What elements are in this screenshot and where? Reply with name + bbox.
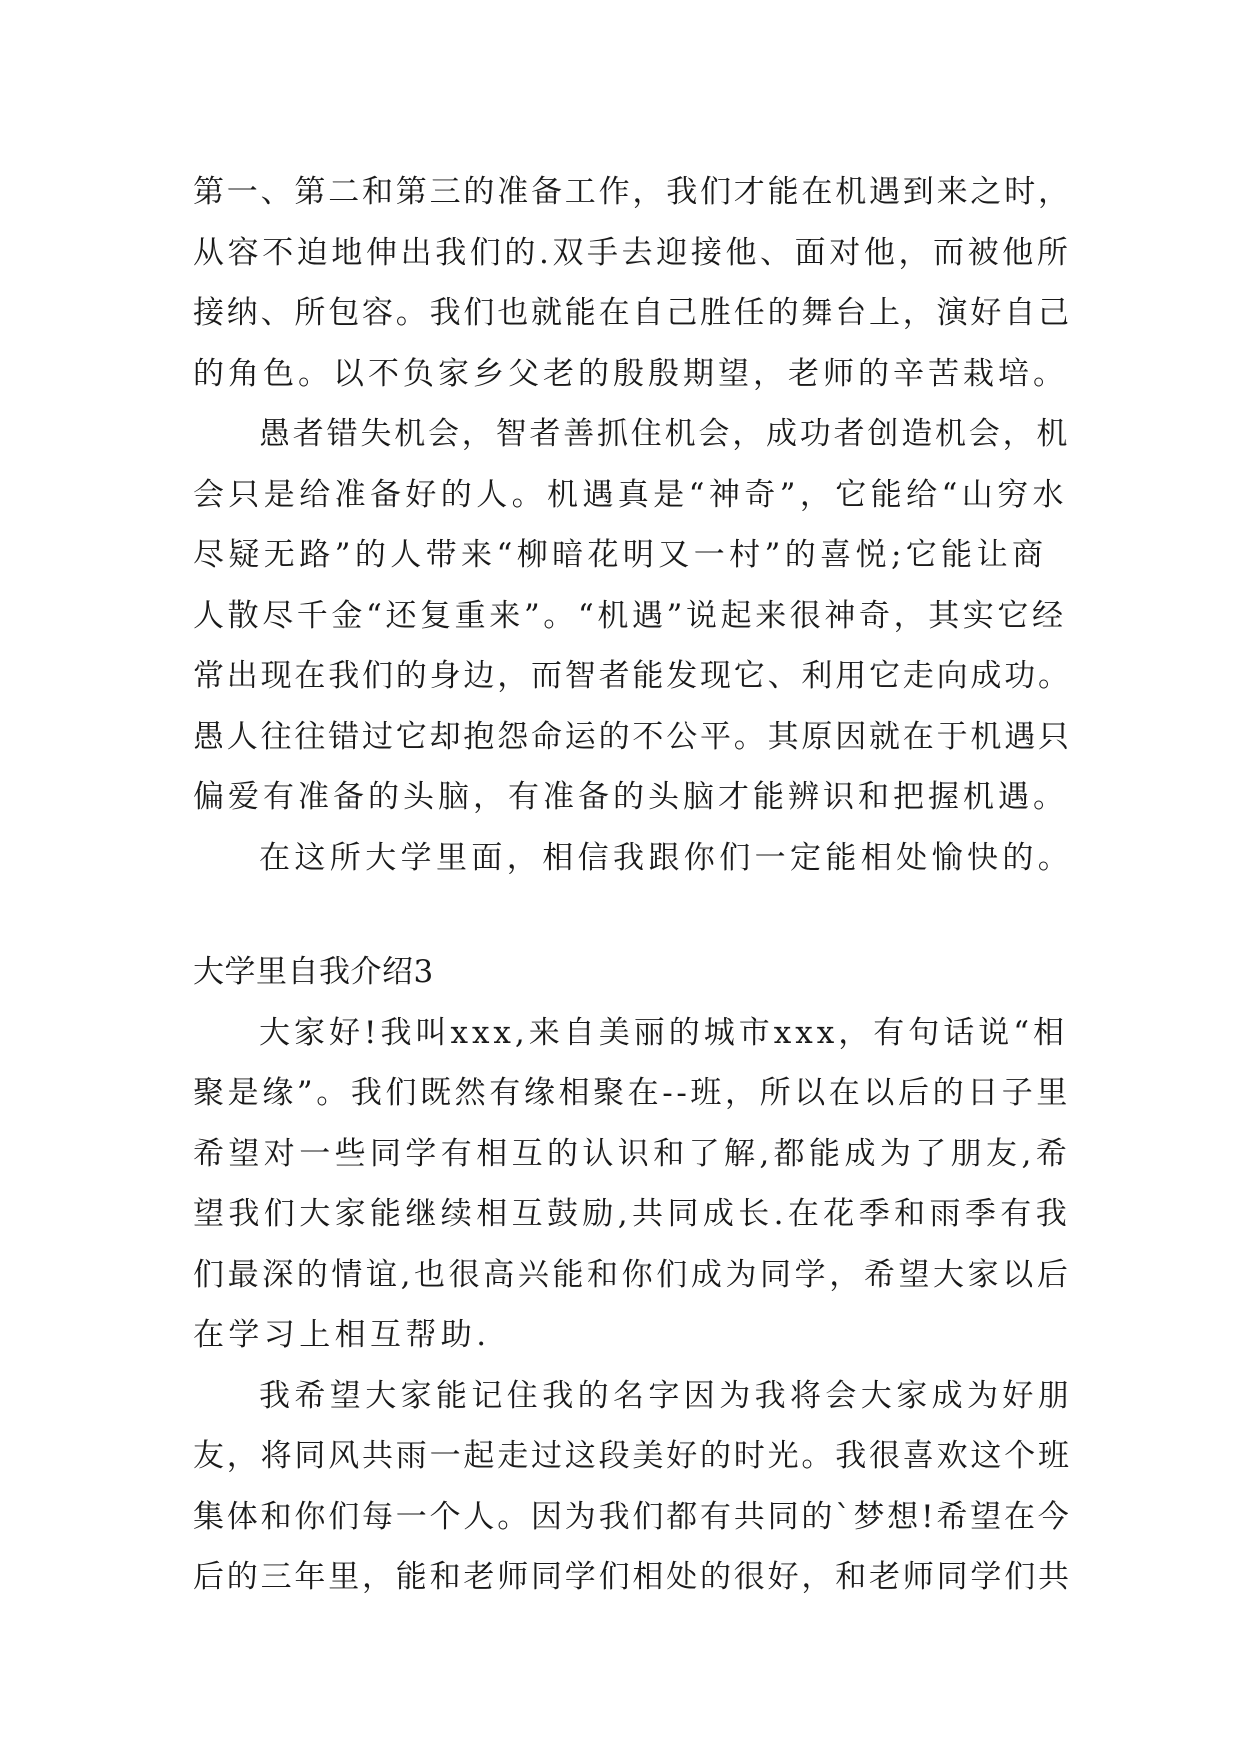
- text-line: 常出现在我们的身边，而智者能发现它、利用它走向成功。: [193, 658, 1072, 694]
- document-page: [193, 162, 1073, 1608]
- section-heading: 大学里自我介绍3: [193, 954, 434, 990]
- text-line: 从容不迫地伸出我们的.双手去迎接他、面对他，而被他所: [193, 234, 1072, 271]
- text-line: 人散尽千金“还复重来”。“机遇”说起来很神奇，其实它经: [193, 597, 1067, 634]
- text-line: 聚是缘”。我们既然有缘相聚在--班，所以在以后的日子里: [193, 1075, 1071, 1111]
- section-spacer: [193, 888, 1073, 942]
- text-line: 尽疑无路”的人带来“柳暗花明又一村”的喜悦;它能让商: [193, 537, 1048, 573]
- text-line: 接纳、所包容。我们也就能在自己胜任的舞台上，演好自己: [193, 295, 1072, 331]
- paragraph-preparation: [193, 162, 1073, 404]
- paragraph-opportunity: [193, 404, 1073, 828]
- text-line: 会只是给准备好的人。机遇真是“神奇”，它能给“山穷水: [193, 476, 1068, 513]
- text-line: 偏爱有准备的头脑，有准备的头脑才能辨识和把握机遇。: [193, 779, 1068, 815]
- text-line: 的角色。以不负家乡父老的殷殷期望，老师的辛苦栽培。: [193, 355, 1068, 392]
- text-line: 在这所大学里面，相信我跟你们一定能相处愉快的。: [259, 839, 1074, 876]
- text-line: 第一、第二和第三的准备工作，我们才能在机遇到来之时，: [193, 174, 1072, 210]
- text-line: 集体和你们每一个人。因为我们都有共同的`梦想!希望在今: [193, 1498, 1072, 1535]
- text-line: 大家好!我叫xxx,来自美丽的城市xxx，有句话说“相: [259, 1014, 1069, 1051]
- text-line: 希望对一些同学有相互的认识和了解,都能成为了朋友,希: [193, 1135, 1072, 1172]
- paragraph-greeting: [193, 1003, 1073, 1366]
- text-line: 愚者错失机会，智者善抓住机会，成功者创造机会，机: [259, 416, 1071, 452]
- text-line: 我希望大家能记住我的名字因为我将会大家成为好朋: [259, 1377, 1074, 1414]
- text-line: 在学习上相互帮助.: [193, 1317, 491, 1353]
- text-line: 们最深的情谊,也很高兴能和你们成为同学，希望大家以后: [193, 1256, 1072, 1293]
- paragraph-closing: [193, 828, 1073, 889]
- text-line: 望我们大家能继续相互鼓励,共同成长.在花季和雨季有我: [193, 1196, 1072, 1232]
- text-line: 愚人往往错过它却抱怨命运的不公平。其原因就在于机遇只: [193, 718, 1072, 755]
- text-line: 后的三年里，能和老师同学们相处的很好，和老师同学们共: [193, 1559, 1072, 1595]
- text-line: 友，将同风共雨一起走过这段美好的时光。我很喜欢这个班: [193, 1438, 1072, 1474]
- paragraph-hope: [193, 1366, 1073, 1608]
